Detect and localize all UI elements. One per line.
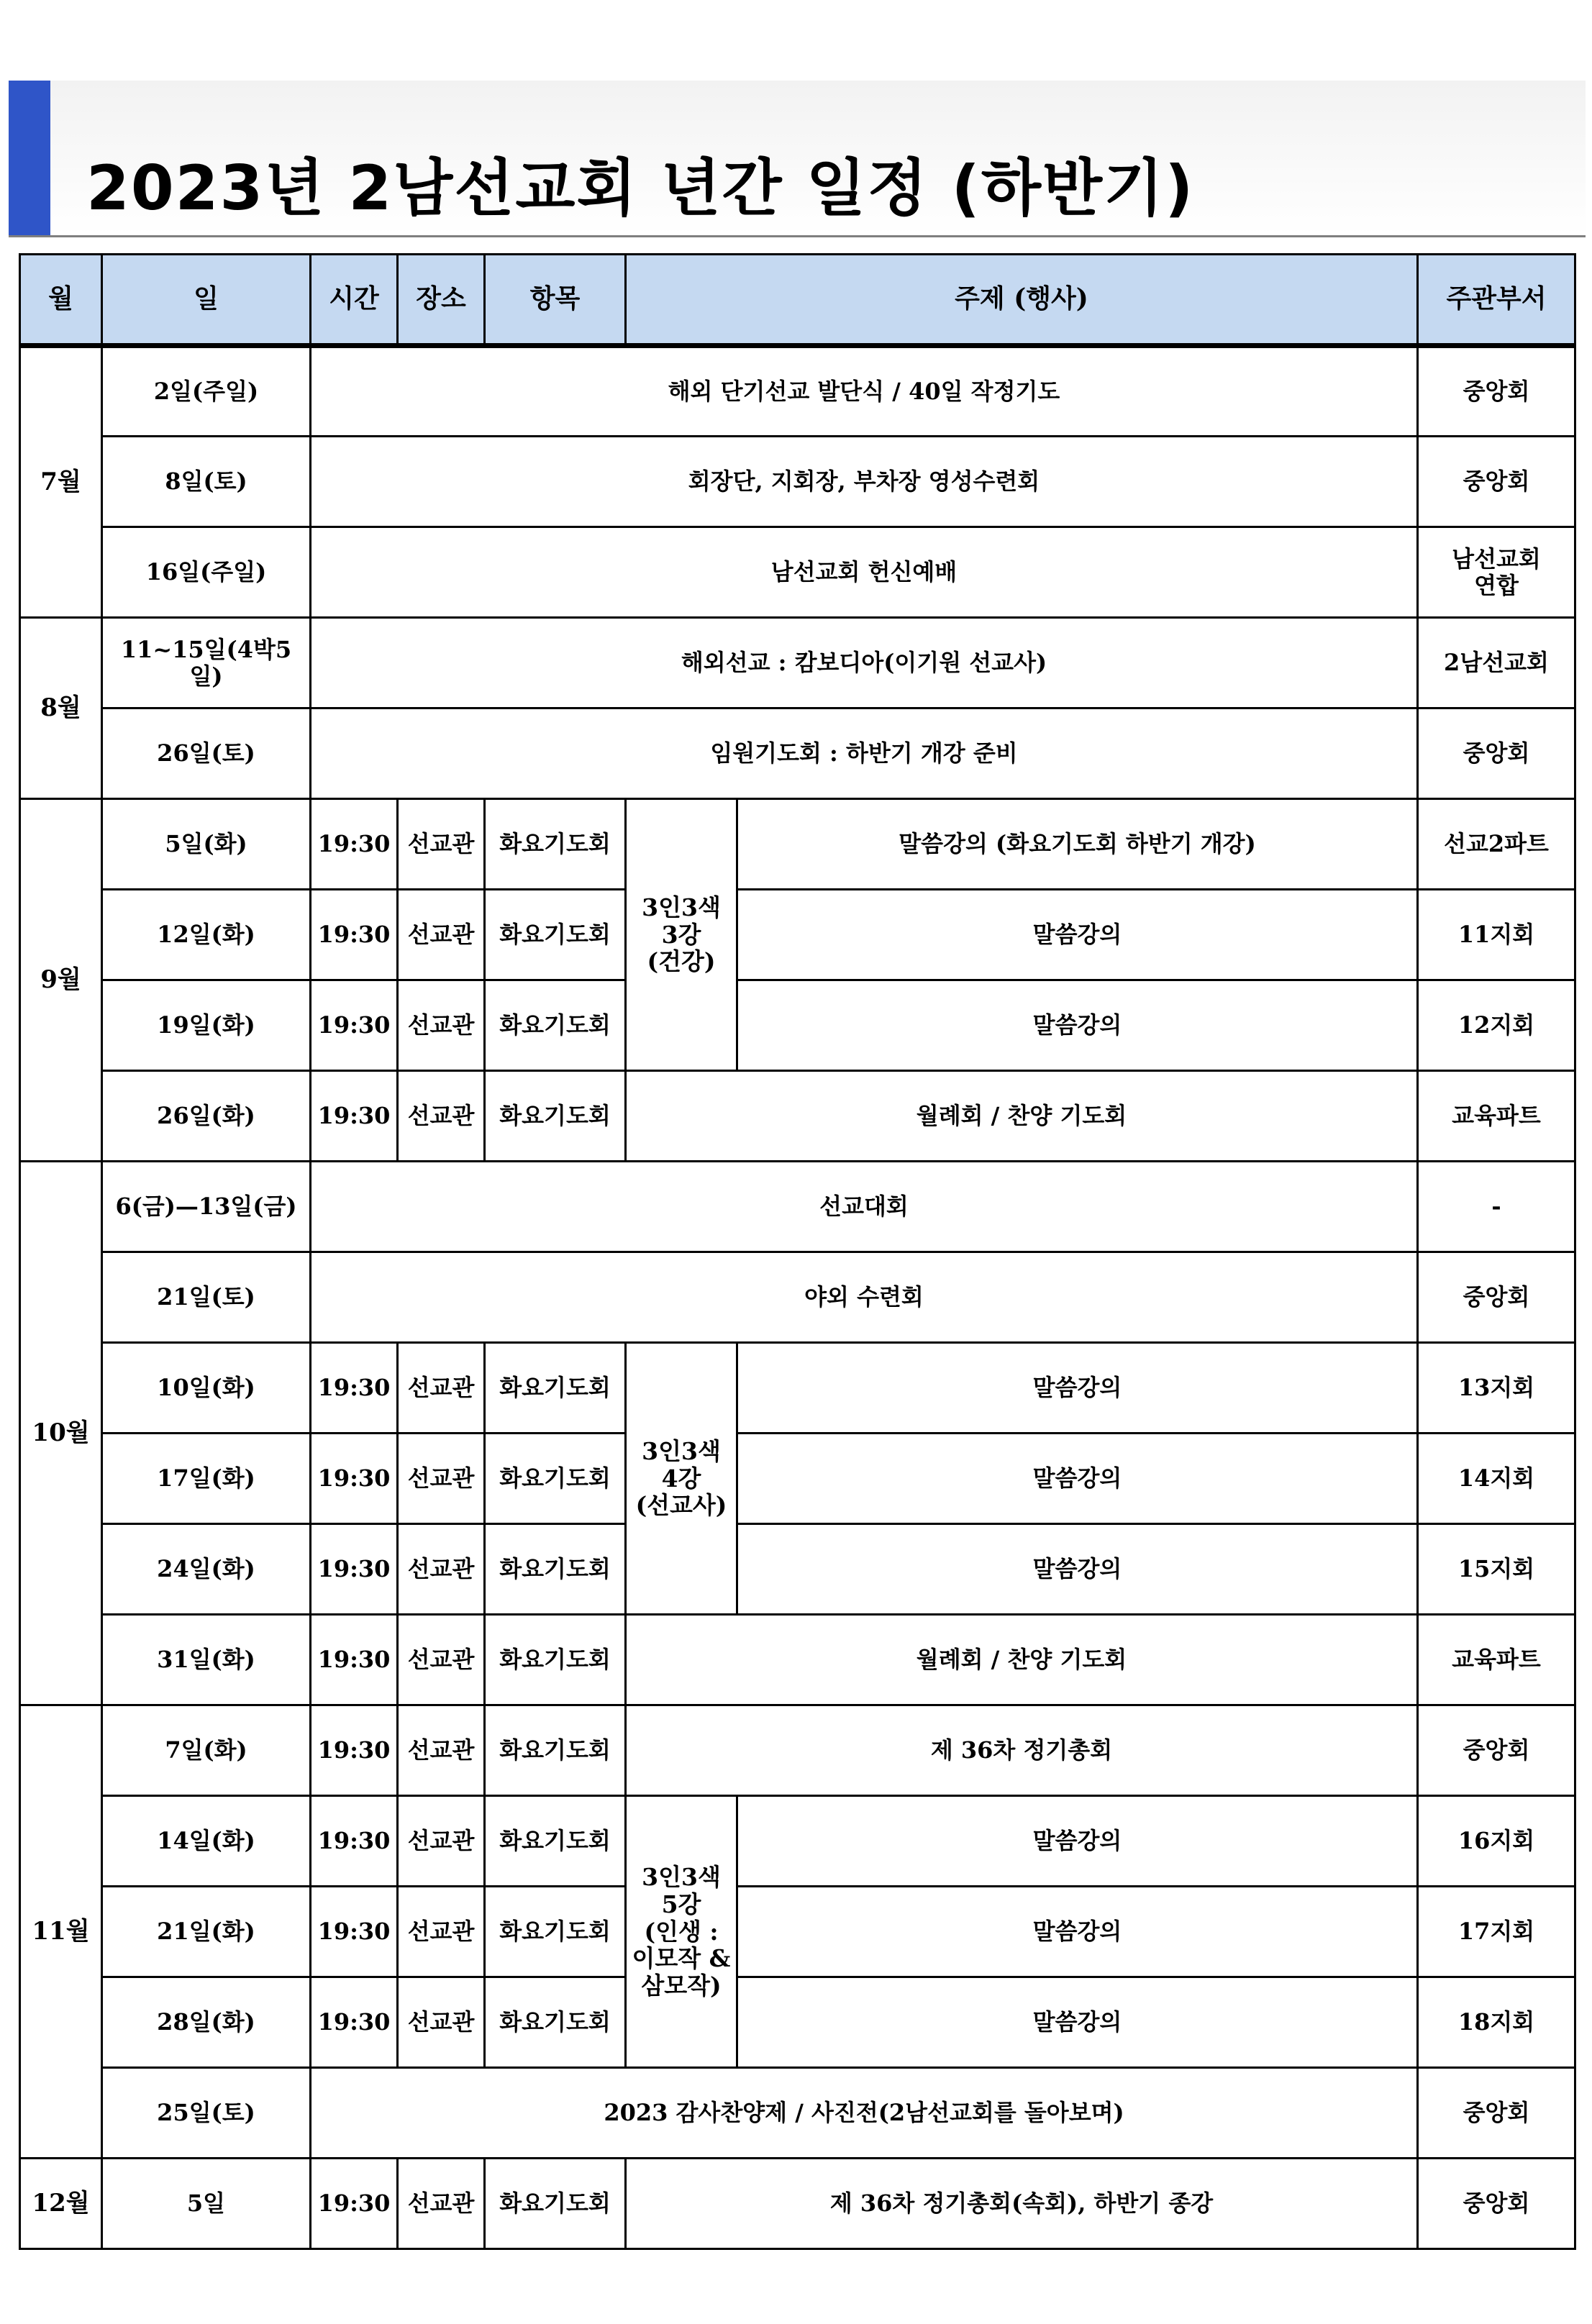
day-cell: 5일(화) — [102, 799, 311, 890]
page-title: 2023년 2남선교회 년간 일정 (하반기) — [86, 152, 1195, 224]
event-cell: 해외선교 : 캄보디아(이기원 선교사) — [311, 618, 1418, 708]
header-day: 일 — [102, 255, 311, 346]
dept-cell: 13지회 — [1418, 1343, 1575, 1434]
item-cell: 화요기도회 — [485, 1796, 626, 1887]
dept-cell: 교육파트 — [1418, 1615, 1575, 1705]
item-cell: 화요기도회 — [485, 2159, 626, 2249]
event-cell: 선교대회 — [311, 1162, 1418, 1252]
header-item: 항목 — [485, 255, 626, 346]
header-topic: 주제 (행사) — [626, 255, 1418, 346]
place-cell: 선교관 — [398, 1977, 485, 2068]
event-cell: 야외 수련회 — [311, 1252, 1418, 1343]
time-cell: 19:30 — [311, 799, 398, 890]
month-cell: 8월 — [20, 618, 102, 799]
item-cell: 화요기도회 — [485, 890, 626, 980]
place-cell: 선교관 — [398, 2159, 485, 2249]
time-cell: 19:30 — [311, 1434, 398, 1524]
item-cell: 화요기도회 — [485, 1887, 626, 1977]
month-cell: 12월 — [20, 2159, 102, 2249]
place-cell: 선교관 — [398, 1071, 485, 1162]
table-row — [20, 527, 1575, 618]
item-cell: 화요기도회 — [485, 1071, 626, 1162]
item-cell: 화요기도회 — [485, 1434, 626, 1524]
item-cell: 화요기도회 — [485, 799, 626, 890]
track-text: 3인3색 4강 (선교사) — [635, 1436, 727, 1520]
day-cell: 31일(화) — [102, 1615, 311, 1705]
time-cell: 19:30 — [311, 1071, 398, 1162]
topic-cell: 말씀강의 — [737, 980, 1418, 1071]
table-row — [20, 708, 1575, 799]
place-cell: 선교관 — [398, 1796, 485, 1887]
time-cell: 19:30 — [311, 1705, 398, 1796]
table-row — [20, 1343, 1575, 1434]
table-row — [20, 2159, 1575, 2249]
day-cell: 14일(화) — [102, 1796, 311, 1887]
place-cell: 선교관 — [398, 980, 485, 1071]
topic-cell: 월례회 / 찬양 기도회 — [626, 1071, 1418, 1162]
dept-text: 남선교회 연합 — [1452, 544, 1541, 599]
dept-cell: 중앙회 — [1418, 1252, 1575, 1343]
dept-cell: 14지회 — [1418, 1434, 1575, 1524]
time-cell: 19:30 — [311, 1343, 398, 1434]
day-cell: 10일(화) — [102, 1343, 311, 1434]
time-cell: 19:30 — [311, 890, 398, 980]
dept-cell: 2남선교회 — [1418, 618, 1575, 708]
event-cell: 회장단, 지회장, 부차장 영성수련회 — [311, 437, 1418, 527]
place-cell: 선교관 — [398, 1524, 485, 1615]
table-row — [20, 890, 1575, 980]
day-cell: 17일(화) — [102, 1434, 311, 1524]
header-place: 장소 — [398, 255, 485, 346]
dept-cell: 16지회 — [1418, 1796, 1575, 1887]
topic-cell: 제 36차 정기총회(속회), 하반기 종강 — [626, 2159, 1418, 2249]
event-cell: 남선교회 헌신예배 — [311, 527, 1418, 618]
topic-cell: 말씀강의 — [737, 1524, 1418, 1615]
time-cell: 19:30 — [311, 1796, 398, 1887]
day-cell: 25일(토) — [102, 2068, 311, 2159]
day-cell: 16일(주일) — [102, 527, 311, 618]
day-cell: 12일(화) — [102, 890, 311, 980]
dept-cell: 중앙회 — [1418, 437, 1575, 527]
dept-cell: - — [1418, 1162, 1575, 1252]
track-text: 3인3색 3강 (건강) — [642, 893, 721, 976]
table-row — [20, 1887, 1575, 1977]
time-cell: 19:30 — [311, 1524, 398, 1615]
item-cell: 화요기도회 — [485, 1615, 626, 1705]
title-accent-bar — [9, 81, 50, 235]
place-cell: 선교관 — [398, 1434, 485, 1524]
place-cell: 선교관 — [398, 890, 485, 980]
time-cell: 19:30 — [311, 1977, 398, 2068]
topic-cell: 말씀강의 — [737, 890, 1418, 980]
dept-cell: 중앙회 — [1418, 346, 1575, 437]
table-row — [20, 1162, 1575, 1252]
dept-cell: 중앙회 — [1418, 708, 1575, 799]
header-time: 시간 — [311, 255, 398, 346]
time-cell: 19:30 — [311, 1615, 398, 1705]
time-cell: 19:30 — [311, 980, 398, 1071]
item-cell: 화요기도회 — [485, 1705, 626, 1796]
month-cell: 7월 — [20, 346, 102, 618]
day-cell: 21일(토) — [102, 1252, 311, 1343]
event-cell: 2023 감사찬양제 / 사진전(2남선교회를 돌아보며) — [311, 2068, 1418, 2159]
table-row — [20, 1434, 1575, 1524]
event-cell: 해외 단기선교 발단식 / 40일 작정기도 — [311, 346, 1418, 437]
dept-cell: 15지회 — [1418, 1524, 1575, 1615]
dept-cell: 중앙회 — [1418, 2159, 1575, 2249]
day-cell: 24일(화) — [102, 1524, 311, 1615]
item-cell: 화요기도회 — [485, 1977, 626, 2068]
day-cell: 7일(화) — [102, 1705, 311, 1796]
dept-cell: 11지회 — [1418, 890, 1575, 980]
month-cell: 9월 — [20, 799, 102, 1162]
day-cell: 19일(화) — [102, 980, 311, 1071]
dept-cell: 중앙회 — [1418, 1705, 1575, 1796]
place-cell: 선교관 — [398, 1887, 485, 1977]
place-cell: 선교관 — [398, 1615, 485, 1705]
table-row — [20, 437, 1575, 527]
day-cell: 26일(화) — [102, 1071, 311, 1162]
dept-cell: 17지회 — [1418, 1887, 1575, 1977]
topic-cell: 말씀강의 — [737, 1887, 1418, 1977]
topic-cell: 말씀강의 — [737, 1343, 1418, 1434]
topic-cell: 제 36차 정기총회 — [626, 1705, 1418, 1796]
day-cell: 21일(화) — [102, 1887, 311, 1977]
dept-cell — [1418, 527, 1575, 618]
topic-cell: 월례회 / 찬양 기도회 — [626, 1615, 1418, 1705]
table-row — [20, 618, 1575, 708]
day-cell: 28일(화) — [102, 1977, 311, 2068]
time-cell: 19:30 — [311, 1887, 398, 1977]
track-cell — [626, 1796, 737, 2068]
table-row — [20, 1524, 1575, 1615]
month-cell: 11월 — [20, 1705, 102, 2159]
day-cell: 6(금)—13일(금) — [102, 1162, 311, 1252]
table-row — [20, 2068, 1575, 2159]
table-row — [20, 980, 1575, 1071]
day-cell: 11~15일(4박5일) — [102, 618, 311, 708]
schedule-table — [19, 253, 1576, 2250]
title-banner — [9, 81, 1586, 237]
month-cell: 10월 — [20, 1162, 102, 1705]
day-cell: 26일(토) — [102, 708, 311, 799]
dept-cell: 중앙회 — [1418, 2068, 1575, 2159]
topic-cell: 말씀강의 — [737, 1796, 1418, 1887]
day-cell: 8일(토) — [102, 437, 311, 527]
dept-cell: 교육파트 — [1418, 1071, 1575, 1162]
table-row — [20, 1615, 1575, 1705]
day-cell: 5일 — [102, 2159, 311, 2249]
header-dept: 주관부서 — [1418, 255, 1575, 346]
track-cell — [626, 799, 737, 1071]
event-cell: 임원기도회 : 하반기 개강 준비 — [311, 708, 1418, 799]
item-cell: 화요기도회 — [485, 980, 626, 1071]
item-cell: 화요기도회 — [485, 1343, 626, 1434]
topic-cell: 말씀강의 (화요기도회 하반기 개강) — [737, 799, 1418, 890]
table-row — [20, 1705, 1575, 1796]
track-cell — [626, 1343, 737, 1615]
table-row — [20, 1977, 1575, 2068]
topic-cell: 말씀강의 — [737, 1977, 1418, 2068]
table-row — [20, 346, 1575, 437]
table-row — [20, 1252, 1575, 1343]
place-cell: 선교관 — [398, 1343, 485, 1434]
place-cell: 선교관 — [398, 799, 485, 890]
time-cell: 19:30 — [311, 2159, 398, 2249]
dept-cell: 선교2파트 — [1418, 799, 1575, 890]
item-cell: 화요기도회 — [485, 1524, 626, 1615]
track-text: 3인3색 5강 (인생 : 이모작 & 삼모작) — [632, 1862, 731, 2000]
table-row — [20, 1796, 1575, 1887]
header-row — [20, 255, 1575, 346]
table-row — [20, 799, 1575, 890]
header-month: 월 — [20, 255, 102, 346]
topic-cell: 말씀강의 — [737, 1434, 1418, 1524]
table-row — [20, 1071, 1575, 1162]
dept-cell: 18지회 — [1418, 1977, 1575, 2068]
day-cell: 2일(주일) — [102, 346, 311, 437]
dept-cell: 12지회 — [1418, 980, 1575, 1071]
place-cell: 선교관 — [398, 1705, 485, 1796]
